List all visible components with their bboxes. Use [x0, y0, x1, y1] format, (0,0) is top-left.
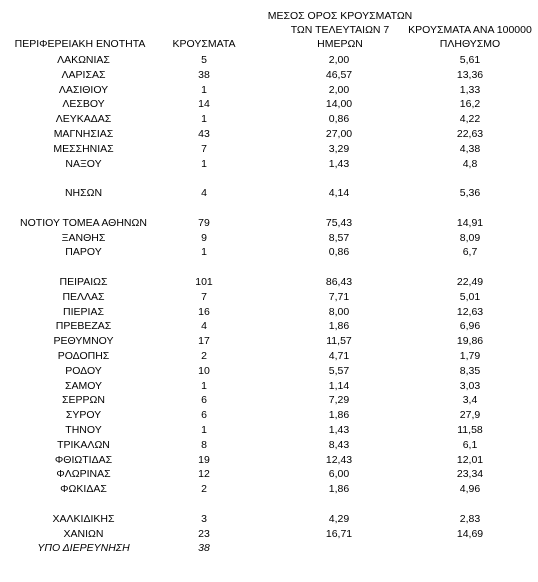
header-avg7-line2: ΤΩΝ ΤΕΛΕΥΤΑΙΩΝ 7	[290, 24, 390, 36]
cell-region: ΛΑΚΩΝΙΑΣ	[57, 54, 110, 66]
cell-cases: 38	[198, 68, 210, 81]
cell-avg7: 0,86	[328, 113, 350, 126]
cell-avg7: 2,00	[328, 54, 350, 66]
cell-region: ΠΕΛΛΑΣ	[62, 290, 105, 303]
table-row	[0, 275, 538, 290]
cell-avg7: 86,43	[325, 275, 353, 288]
cell-region: ΤΗΝΟΥ	[65, 423, 102, 436]
table-row	[0, 245, 538, 260]
cell-per100k: 1,79	[459, 349, 481, 362]
cell-per100k: 4,8	[462, 157, 478, 170]
cell-avg7: 8,00	[328, 305, 350, 318]
cell-avg7: 1,86	[328, 320, 350, 333]
header-region: ΠΕΡΙΦΕΡΕΙΑΚΗ ΕΝΟΤΗΤΑ	[14, 38, 146, 50]
header-per100k-line1: ΚΡΟΥΣΜΑΤΑ ΑΝΑ 100000	[408, 24, 532, 36]
cell-avg7: 7,71	[328, 290, 350, 303]
table-row	[0, 171, 538, 186]
table-row	[0, 379, 538, 394]
cell-cases: 12	[198, 468, 210, 481]
table-row	[0, 53, 538, 68]
table-row	[0, 290, 538, 305]
cell-cases: 7	[201, 290, 207, 303]
cell-avg7: 46,57	[325, 68, 353, 81]
cell-cases: 16	[198, 305, 210, 318]
cell-per100k: 6,7	[462, 246, 478, 259]
cell-region: ΛΕΥΚΑΔΑΣ	[55, 113, 112, 126]
cell-region: ΛΑΡΙΣΑΣ	[61, 68, 106, 81]
cell-avg7: 4,29	[328, 512, 350, 525]
table-row	[0, 231, 538, 246]
cell-region: ΞΑΝΘΗΣ	[61, 231, 106, 244]
cell-per100k: 8,09	[459, 231, 481, 244]
cell-region: ΝΗΣΩΝ	[64, 187, 103, 200]
cell-region: ΠΑΡΟΥ	[65, 246, 102, 259]
cell-cases: 1	[201, 113, 207, 126]
cell-per100k: 6,1	[462, 438, 478, 451]
cell-avg7: 14,00	[325, 98, 353, 111]
cell-region: ΤΡΙΚΑΛΩΝ	[57, 438, 110, 451]
cell-avg7: 11,57	[326, 335, 352, 348]
cell-cases: 1	[201, 157, 207, 170]
cell-region: ΡΟΔΟΠΗΣ	[57, 349, 110, 362]
cell-per100k: 6,96	[459, 320, 481, 333]
cell-region: ΧΑΛΚΙΔΙΚΗΣ	[52, 512, 115, 525]
table-row	[0, 408, 538, 423]
cell-region: ΦΘΙΩΤΙΔΑΣ	[54, 453, 113, 466]
header-per100k-line2: ΠΛΗΘΥΣΜΟ	[439, 38, 501, 50]
cell-per100k: 3,4	[462, 394, 478, 407]
table-row	[0, 364, 538, 379]
table-row	[0, 186, 538, 201]
cell-avg7: 3,29	[328, 142, 350, 155]
cell-per100k: 27,9	[459, 409, 481, 422]
cell-cases: 17	[198, 335, 210, 348]
table-row	[0, 334, 538, 349]
cell-region: ΠΡΕΒΕΖΑΣ	[55, 320, 112, 333]
cell-region: ΧΑΝΙΩΝ	[63, 527, 104, 540]
cell-avg7: 5,57	[328, 364, 350, 377]
cell-per100k: 19,86	[456, 335, 484, 348]
cell-cases: 4	[201, 320, 207, 333]
table-row	[0, 157, 538, 172]
cell-cases: 79	[198, 216, 210, 229]
cell-per100k: 2,83	[459, 512, 481, 525]
cell-cases: 2	[201, 483, 207, 496]
cell-region: ΡΟΔΟΥ	[65, 364, 102, 377]
cell-cases: 23	[198, 527, 210, 540]
cell-per100k: 14,91	[456, 216, 484, 229]
cell-cases: 9	[201, 231, 207, 244]
cell-cases: 6	[201, 409, 207, 422]
table-row	[0, 319, 538, 334]
cell-cases: 5	[201, 54, 207, 66]
cell-avg7: 4,71	[328, 349, 350, 362]
header-avg7-line1: ΜΕΣΟΣ ΟΡΟΣ ΚΡΟΥΣΜΑΤΩΝ	[267, 10, 413, 22]
header-per100k	[400, 24, 538, 52]
cell-avg7: 27,00	[325, 127, 353, 140]
table-row	[0, 142, 538, 157]
cell-cases: 8	[201, 438, 207, 451]
cell-region: ΠΙΕΡΙΑΣ	[63, 305, 104, 318]
cell-cases: 1	[201, 83, 207, 96]
table-row	[0, 527, 538, 542]
cell-cases: 43	[198, 127, 210, 140]
cell-per100k: 4,96	[459, 483, 481, 496]
cell-cases: 7	[201, 142, 207, 155]
cell-avg7: 75,43	[325, 216, 353, 229]
table-row	[0, 453, 538, 468]
cell-avg7: 2,00	[328, 83, 350, 96]
cell-cases: 10	[198, 364, 210, 377]
cell-region: ΦΛΩΡΙΝΑΣ	[56, 468, 111, 481]
cell-cases: 1	[201, 379, 207, 392]
cell-avg7: 1,43	[328, 157, 350, 170]
cell-per100k: 11,58	[457, 423, 483, 436]
cell-region: ΠΕΙΡΑΙΩΣ	[59, 275, 108, 288]
table-row	[0, 349, 538, 364]
cell-per100k: 14,69	[456, 527, 484, 540]
table-row	[0, 112, 538, 127]
cell-region: ΝΟΤΙΟΥ ΤΟΜΕΑ ΑΘΗΝΩΝ	[20, 216, 147, 229]
cell-avg7: 8,43	[328, 438, 350, 451]
cell-avg7: 12,43	[325, 453, 353, 466]
cell-cases: 1	[201, 423, 207, 436]
cell-avg7: 0,86	[328, 246, 350, 259]
table-row	[0, 482, 538, 497]
cell-cases: 6	[201, 394, 207, 407]
table-row	[0, 438, 538, 453]
cell-region: ΜΕΣΣΗΝΙΑΣ	[53, 142, 114, 155]
table-row	[0, 423, 538, 438]
cell-cases: 2	[201, 349, 207, 362]
cell-cases: 19	[198, 453, 210, 466]
cell-cases: 1	[201, 246, 207, 259]
cell-cases: 101	[195, 275, 213, 288]
cell-avg7: 16,71	[325, 527, 353, 540]
table-row	[0, 497, 538, 512]
cell-per100k: 3,03	[459, 379, 481, 392]
cell-cases: 4	[201, 187, 207, 200]
cell-per100k: 22,49	[456, 275, 484, 288]
table-body	[0, 53, 538, 556]
cell-per100k: 12,01	[456, 453, 484, 466]
cell-region: ΥΠΟ ΔΙΕΡΕΥΝΗΣΗ	[37, 542, 130, 555]
cell-avg7: 1,86	[328, 483, 350, 496]
cell-region: ΛΑΣΙΘΙΟΥ	[58, 83, 109, 96]
table-row	[0, 127, 538, 142]
table-row	[0, 512, 538, 527]
cell-per100k: 8,35	[459, 364, 481, 377]
cell-region: ΣΥΡΟΥ	[65, 409, 102, 422]
cell-avg7: 1,14	[328, 379, 350, 392]
table-row	[0, 68, 538, 83]
cell-region: ΝΑΞΟΥ	[65, 157, 102, 170]
cell-region: ΣΕΡΡΩΝ	[62, 394, 105, 407]
cell-region: ΜΑΓΝΗΣΙΑΣ	[53, 127, 114, 140]
cell-per100k: 1,33	[459, 83, 481, 96]
table-row	[0, 305, 538, 320]
cell-avg7: 8,57	[328, 231, 350, 244]
cell-region: ΦΩΚΙΔΑΣ	[60, 483, 107, 496]
cell-per100k: 4,22	[459, 113, 481, 126]
cell-avg7: 1,43	[328, 423, 350, 436]
cell-region: ΛΕΣΒΟΥ	[62, 98, 105, 111]
table-row	[0, 201, 538, 216]
cell-per100k: 13,36	[456, 68, 484, 81]
cell-region: ΣΑΜΟΥ	[64, 379, 103, 392]
table-row	[0, 393, 538, 408]
cell-per100k: 16,2	[459, 98, 481, 111]
table-row	[0, 541, 538, 556]
cell-per100k: 5,36	[459, 187, 481, 200]
table-row	[0, 260, 538, 275]
table-row	[0, 216, 538, 231]
cell-avg7: 7,29	[328, 394, 350, 407]
cell-per100k: 5,61	[459, 54, 481, 66]
cell-avg7: 6,00	[328, 468, 350, 481]
table-row	[0, 83, 538, 98]
cell-per100k: 22,63	[456, 127, 484, 140]
header-avg7	[265, 10, 415, 50]
cell-per100k: 5,01	[459, 290, 481, 303]
cell-avg7: 1,86	[328, 409, 350, 422]
cell-cases: 3	[201, 512, 207, 525]
cell-region: ΡΕΘΥΜΝΟΥ	[53, 335, 114, 348]
table-row	[0, 97, 538, 112]
cell-per100k: 23,34	[456, 468, 484, 481]
table-row	[0, 467, 538, 482]
cell-cases: 14	[198, 98, 210, 111]
header-avg7-line3: ΗΜΕΡΩΝ	[317, 38, 363, 50]
cell-per100k: 12,63	[456, 305, 484, 318]
cell-per100k: 4,38	[459, 142, 481, 155]
cell-avg7: 4,14	[328, 187, 350, 200]
cell-cases: 38	[198, 542, 210, 555]
header-cases: ΚΡΟΥΣΜΑΤΑ	[172, 38, 236, 50]
